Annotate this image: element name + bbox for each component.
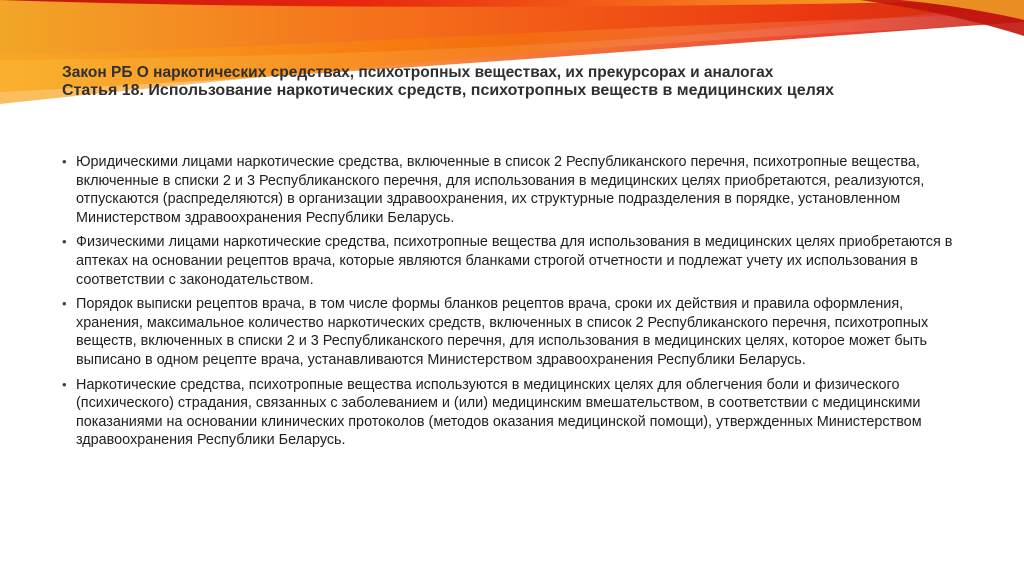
slide-title bbox=[62, 64, 962, 101]
list-item bbox=[60, 376, 965, 450]
bullet-dot-icon: • bbox=[62, 154, 67, 169]
list-item bbox=[60, 153, 965, 227]
bullet-dot-icon: • bbox=[62, 296, 67, 312]
bullet-text: Юридическими лицами наркотические средства, включенные в список 2 Республиканского перечня, психотропные вещества, включенные в списки 2 и 3 Республиканского перечня, для использования в медицинских целях приобретаются, реализуются, отпускаются (распределяются) в организации здравоохранения, их структурные подразделения в порядке, установленном Министерством здравоохранения Республики Беларусь. bbox=[76, 154, 925, 226]
bullet-list bbox=[60, 153, 965, 456]
bullet-text: Порядок выписки рецептов врача, в том числе формы бланков рецептов врача, сроки их действия и правила оформления, хранения, максимальное количество наркотических средств, включенных в список 2 Республиканского перечня, психотропных веществ, включенных в списки 2 и 3 Республиканского перечня, для использования в медицинских целях, которое может быть выписано в одном рецепте врача, устанавливаются Министерством здравоохранения Республики Беларусь. bbox=[76, 296, 929, 368]
article-title: Статья 18. Использование наркотических средств, психотропных веществ в медицинских целях bbox=[62, 82, 835, 99]
law-title: Закон РБ О наркотических средствах, психотропных веществах, их прекурсорах и аналогах bbox=[62, 64, 774, 81]
bullet-dot-icon: • bbox=[62, 376, 67, 392]
bullet-text: Наркотические средства, психотропные вещества используются в медицинских целях для облегчения боли и физического (психического) страдания, связанных с заболеванием и (или) медицинским вмешательством, в соответствии с медицинскими показаниями на основании клинических протоколов (методов оказания медицинской помощи), утвержденных Министерством здравоохранения Республики Беларусь. bbox=[76, 376, 922, 449]
bullet-text: Физическими лицами наркотические средства, психотропные вещества для использования в медицинских целях приобретаются в аптеках на основании рецептов врача, которые являются бланками строгой отчетности и подлежат учету их использования в соответствии с законодательством. bbox=[76, 234, 953, 288]
list-item bbox=[60, 295, 965, 369]
list-item bbox=[60, 233, 965, 289]
bullet-dot-icon: • bbox=[62, 234, 67, 250]
